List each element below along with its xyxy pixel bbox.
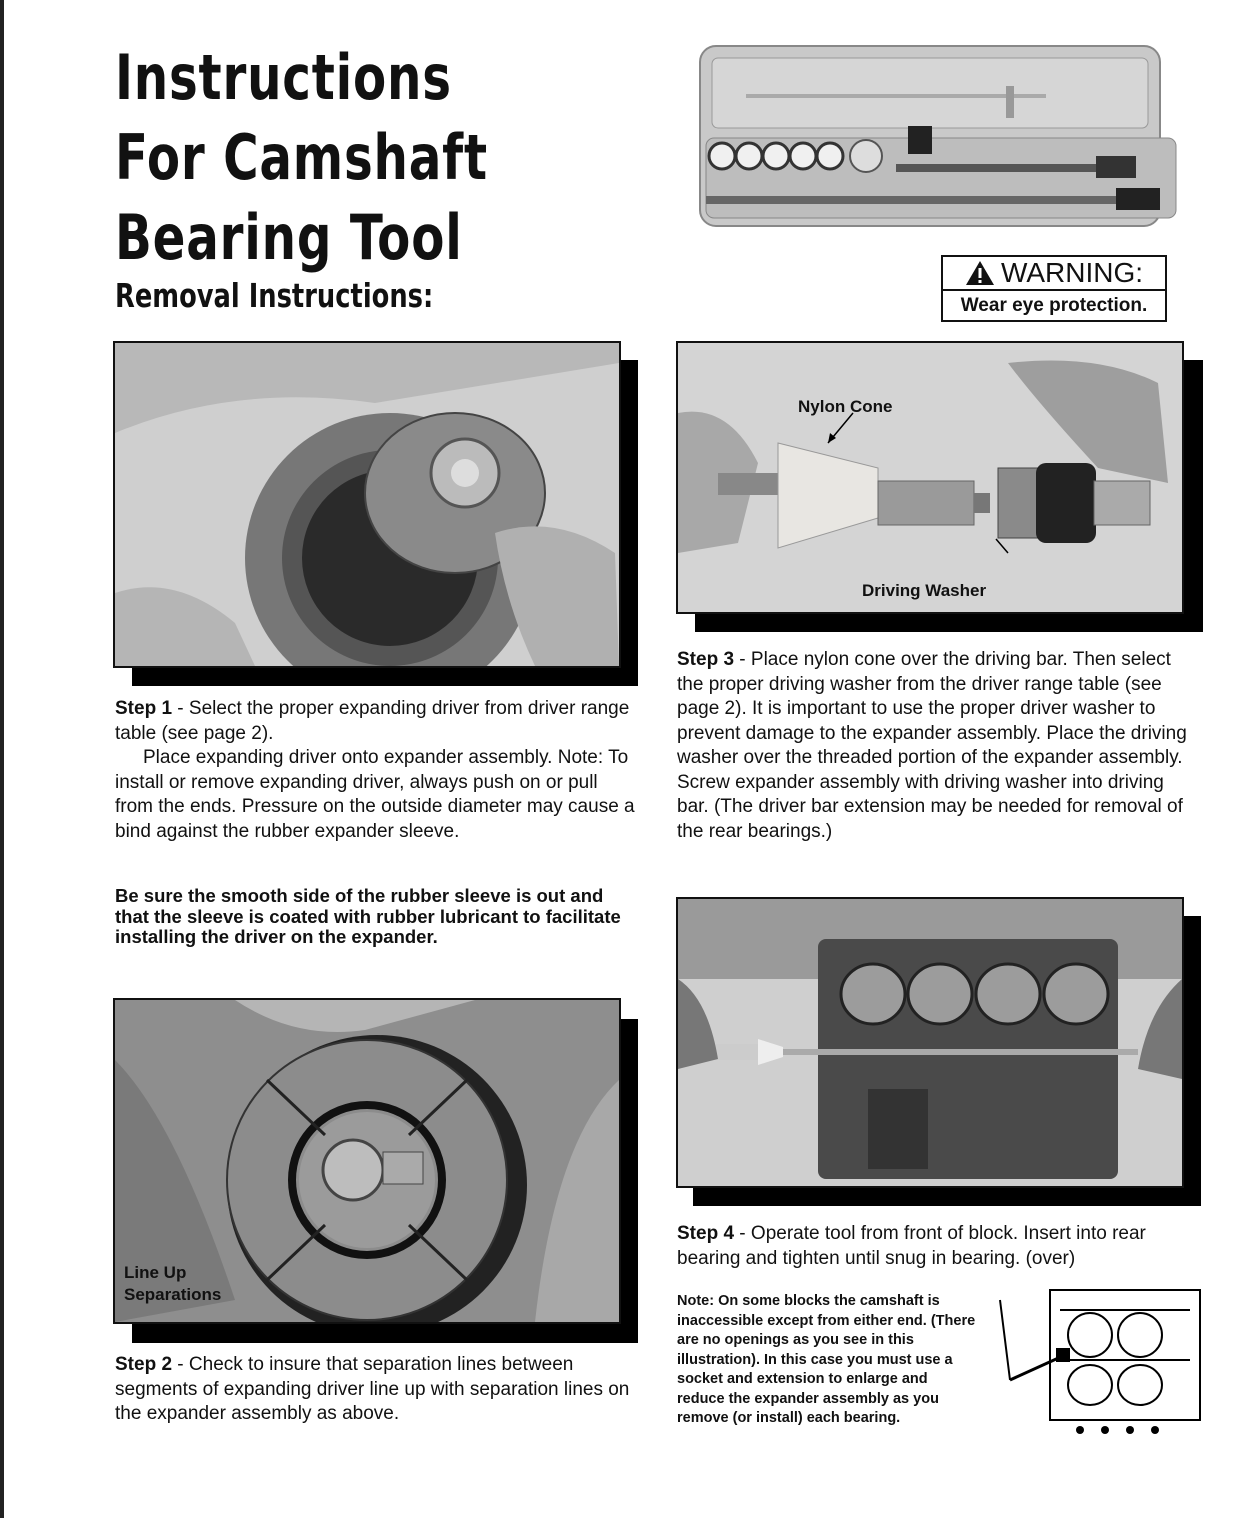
socket-note: Note: On some blocks the camshaft is inaccessible except from either end. (There are no openings as you see in this illustration). In this case you must use a socket and extension to enlarge and reduce the expander assembly as you remove (or install) each bearing. [677, 1293, 976, 1426]
camshaft-access-diagram [990, 1280, 1205, 1440]
tool-kit-photo [676, 38, 1206, 230]
step1-photo [113, 341, 621, 668]
step3-text-body: - Place nylon cone over the driving bar. Then select the proper driving washer from the driver range table (see page 2). It is important to use the proper driver washer to prevent damage to the expander assembly. Place the driving washer over the threaded portion of the expander assembly. Screw expander assembly with driving washer into driving bar. (The driver bar extension may be needed for removal of the rear bearings.) [677, 649, 1187, 842]
step4-text-body: - Operate tool from front of block. Insert into rear bearing and tighten until snug in bearing. (over) [677, 1223, 1146, 1269]
caption-line-1: Line Up [124, 1263, 187, 1282]
title-line-2: For Camshaft [115, 121, 488, 194]
step4-photo [676, 897, 1184, 1188]
page-title [115, 38, 488, 278]
caption-line-2: Separations [124, 1285, 222, 1304]
section-subtitle: Removal Instructions: [115, 276, 434, 315]
step3-label: Step 3 [677, 649, 735, 670]
step2-text [115, 1353, 645, 1427]
lubricant-note: Be sure the smooth side of the rubber sleeve is out and that the sleeve is coated with rubber lubricant to facilitate installing the driver on the expander. [115, 885, 621, 947]
tool-case-illustration [676, 38, 1206, 230]
step2-label: Step 2 [115, 1354, 173, 1375]
title-line-3: Bearing Tool [115, 201, 463, 274]
block-line-drawing [990, 1280, 1205, 1440]
warning-heading: WARNING: [1000, 257, 1144, 288]
step4-label: Step 4 [677, 1223, 735, 1244]
callout-driving-washer: Driving Washer [862, 581, 987, 600]
nylon-cone-illustration [678, 343, 1182, 612]
step1-label: Step 1 [115, 698, 173, 719]
engine-block-illustration [678, 899, 1182, 1186]
step4-text [677, 1222, 1197, 1271]
title-line-1: Instructions [115, 41, 452, 114]
warning-text: Wear eye protection. [960, 294, 1148, 316]
step1-text [115, 697, 635, 844]
warning-box [941, 255, 1167, 322]
callout-nylon-cone: Nylon Cone [798, 397, 893, 416]
step1-text-part2: Place expanding driver onto expander assembly. Note: To install or remove expanding driver, always push on or pull from the ends. Pressure on the outside diameter may cause a bind against the rubber expander sleeve. [115, 747, 635, 842]
warning-header [943, 257, 1165, 291]
step2-text-body: - Check to insure that separation lines between segments of expanding driver line up with separation lines on the expander assembly as above. [115, 1354, 630, 1424]
warning-triangle-icon [965, 260, 995, 286]
expanding-driver-hand-illustration [115, 343, 619, 666]
page-edge [0, 0, 4, 1518]
step1-text-part1: - Select the proper expanding driver from driver range table (see page 2). [115, 698, 630, 744]
photo-caption [124, 1262, 221, 1306]
step3-text [677, 648, 1197, 844]
step3-photo [676, 341, 1184, 614]
